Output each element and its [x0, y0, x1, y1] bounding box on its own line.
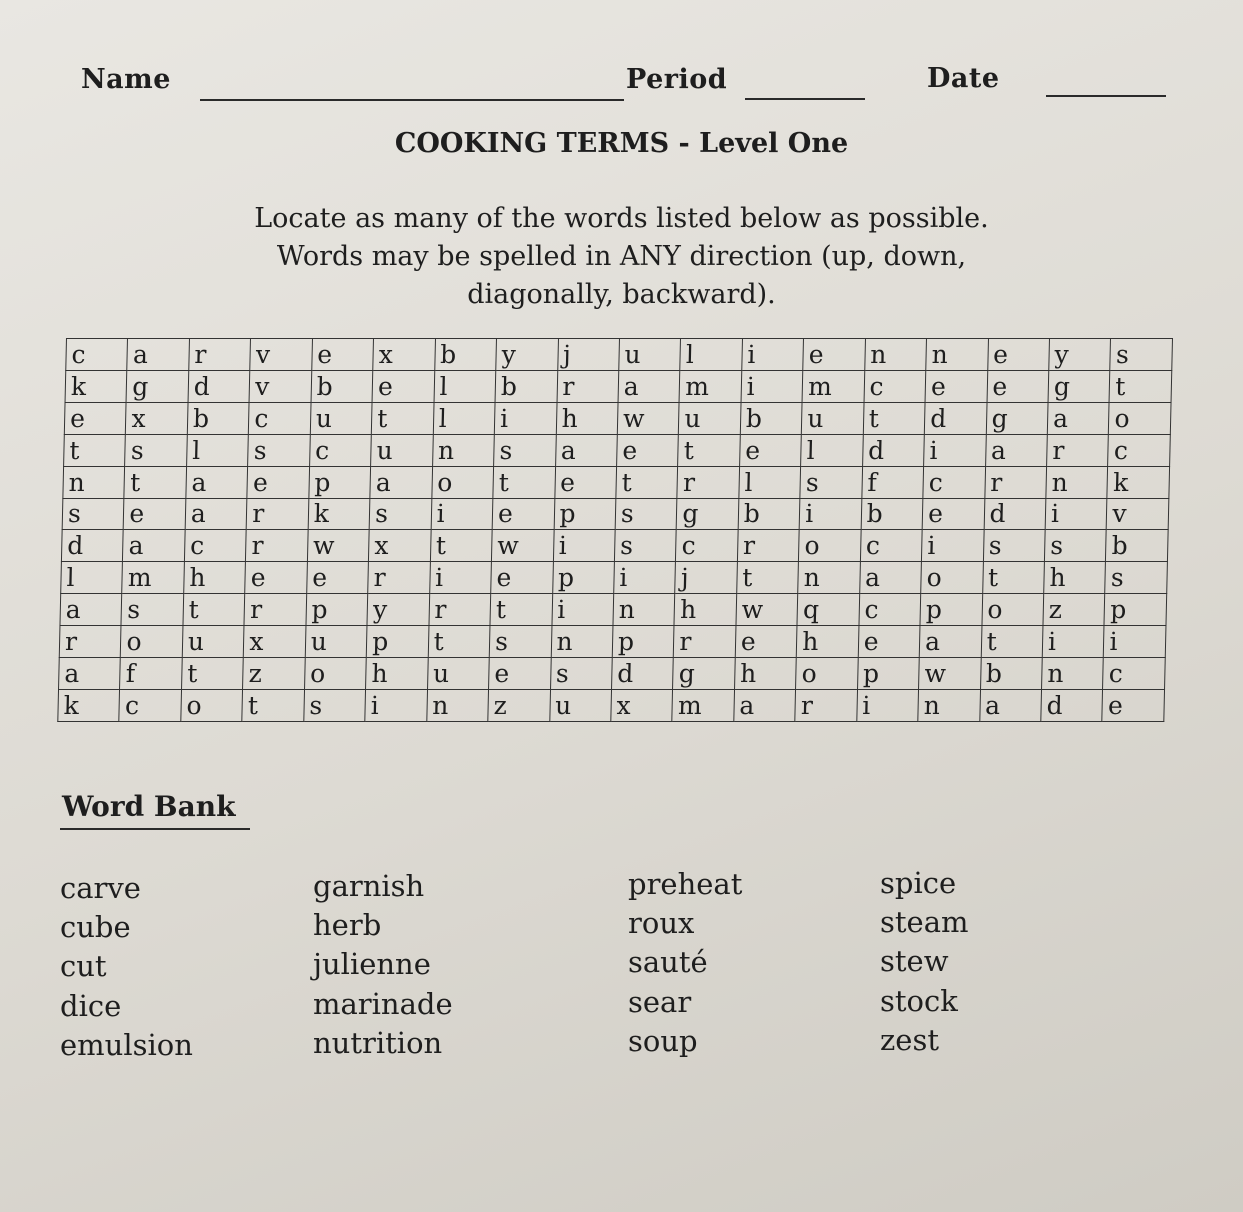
word-bank-item: soup	[628, 1023, 698, 1058]
grid-cell[interactable]: e	[306, 562, 368, 594]
grid-cell[interactable]: i	[924, 434, 986, 466]
grid-cell[interactable]: i	[922, 530, 984, 562]
word-search-grid	[57, 338, 1173, 722]
grid-cell[interactable]: t	[430, 530, 492, 562]
grid-cell[interactable]: b	[311, 370, 373, 402]
grid-cell[interactable]: u	[305, 626, 367, 658]
word-bank-item: emulsion	[60, 1027, 193, 1062]
grid-cell[interactable]: b	[495, 370, 557, 402]
grid-cell[interactable]: t	[183, 594, 245, 626]
grid-cell[interactable]: i	[799, 498, 861, 530]
grid-cell[interactable]: g	[126, 370, 188, 402]
grid-cell[interactable]: i	[741, 370, 803, 402]
grid-cell[interactable]: e	[1102, 689, 1164, 721]
grid-cell[interactable]: p	[306, 594, 368, 626]
grid-cell[interactable]: p	[612, 626, 674, 658]
grid-cell[interactable]: f	[862, 466, 924, 498]
grid-cell[interactable]: i	[1042, 626, 1104, 658]
grid-cell[interactable]: o	[431, 466, 493, 498]
grid-cell[interactable]: t	[863, 402, 925, 434]
grid-cell[interactable]: r	[1047, 434, 1109, 466]
grid-cell[interactable]: h	[1044, 562, 1106, 594]
grid-cell[interactable]: n	[1042, 658, 1104, 690]
grid-cell[interactable]: r	[246, 498, 308, 530]
word-bank-title: Word Bank	[62, 790, 236, 823]
grid-row	[64, 402, 1171, 434]
grid-row	[64, 434, 1171, 466]
word-bank-item: cut	[60, 949, 107, 984]
grid-cell[interactable]: c	[249, 402, 311, 434]
word-bank-underline	[60, 828, 250, 830]
grid-cell[interactable]: i	[365, 689, 427, 721]
grid-cell[interactable]: l	[186, 434, 248, 466]
page-title: COOKING TERMS - Level One	[394, 128, 849, 159]
grid-cell[interactable]: e	[739, 434, 801, 466]
grid-cell[interactable]: h	[796, 626, 858, 658]
grid-cell[interactable]: m	[122, 562, 184, 594]
period-field[interactable]	[745, 98, 865, 100]
word-bank-item: stew	[880, 944, 949, 979]
grid-cell[interactable]: t	[428, 626, 490, 658]
grid-cell[interactable]: r	[59, 626, 121, 658]
grid-cell[interactable]: r	[246, 530, 308, 562]
word-bank-column-4	[880, 864, 969, 1060]
grid-cell[interactable]: o	[799, 530, 861, 562]
grid-cell[interactable]: u	[427, 658, 489, 690]
word-bank-item: herb	[313, 908, 382, 943]
grid-cell[interactable]: m	[802, 370, 864, 402]
grid-cell[interactable]: e	[492, 498, 554, 530]
grid-cell[interactable]: o	[921, 562, 983, 594]
grid-row	[60, 594, 1167, 626]
grid-cell[interactable]: e	[491, 562, 553, 594]
grid-cell[interactable]: a	[734, 689, 796, 721]
grid-cell[interactable]: c	[119, 689, 181, 721]
grid-cell[interactable]: q	[797, 594, 859, 626]
grid-cell[interactable]: s	[62, 498, 124, 530]
grid-cell[interactable]: o	[304, 658, 366, 690]
word-bank-item: preheat	[628, 867, 743, 901]
grid-cell[interactable]: s	[489, 626, 551, 658]
date-field[interactable]	[1046, 95, 1166, 97]
grid-cell[interactable]: t	[616, 466, 678, 498]
grid-cell[interactable]: o	[181, 689, 243, 721]
word-bank-column-1	[60, 869, 193, 1065]
grid-cell[interactable]: x	[126, 402, 188, 434]
grid-cell[interactable]: i	[1045, 498, 1107, 530]
grid-row	[58, 689, 1165, 721]
grid-cell[interactable]: h	[366, 658, 428, 690]
grid-cell[interactable]: b	[434, 339, 496, 371]
grid-cell[interactable]: e	[617, 434, 679, 466]
grid-cell[interactable]: t	[982, 562, 1044, 594]
grid-cell[interactable]: s	[1110, 339, 1172, 371]
grid-cell[interactable]: u	[802, 402, 864, 434]
grid-cell[interactable]: o	[121, 626, 183, 658]
grid-cell[interactable]: m	[679, 370, 741, 402]
word-bank-item: sear	[628, 984, 692, 1019]
grid-cell[interactable]: r	[795, 689, 857, 721]
grid-cell[interactable]: c	[859, 594, 921, 626]
grid-cell[interactable]: x	[373, 339, 435, 371]
grid-cell[interactable]: k	[58, 689, 120, 721]
grid-cell[interactable]: u	[182, 626, 244, 658]
grid-cell[interactable]: r	[244, 594, 306, 626]
word-bank-item: roux	[628, 906, 695, 941]
grid-cell[interactable]: n	[63, 466, 125, 498]
grid-cell[interactable]: p	[554, 498, 616, 530]
grid-cell[interactable]: b	[740, 402, 802, 434]
grid-cell[interactable]: j	[557, 339, 619, 371]
grid-row	[59, 658, 1166, 690]
grid-cell[interactable]: h	[734, 658, 796, 690]
grid-cell[interactable]: e	[124, 498, 186, 530]
grid-cell[interactable]: y	[367, 594, 429, 626]
word-bank-item: zest	[880, 1022, 939, 1057]
grid-cell[interactable]: y	[1049, 339, 1111, 371]
grid-cell[interactable]: c	[184, 530, 246, 562]
grid-cell[interactable]: r	[557, 370, 619, 402]
grid-cell[interactable]: d	[984, 498, 1046, 530]
grid-row	[62, 498, 1169, 530]
word-bank-item: dice	[60, 988, 122, 1023]
grid-cell[interactable]: x	[611, 689, 673, 721]
word-bank-item: sauté	[628, 945, 708, 980]
grid-cell[interactable]: t	[493, 466, 555, 498]
grid-cell[interactable]: w	[736, 594, 798, 626]
grid-cell[interactable]: a	[185, 498, 247, 530]
grid-cell[interactable]: n	[864, 339, 926, 371]
grid-cell[interactable]: z	[243, 658, 305, 690]
grid-cell[interactable]: r	[984, 466, 1046, 498]
grid-cell[interactable]: r	[737, 530, 799, 562]
grid-cell[interactable]: j	[675, 562, 737, 594]
grid-cell[interactable]: u	[619, 339, 681, 371]
grid-cell[interactable]: e	[489, 658, 551, 690]
grid-cell[interactable]: w	[617, 402, 679, 434]
instruction-line: Locate as many of the words listed below as possible.	[254, 203, 989, 234]
grid-cell[interactable]: k	[1107, 466, 1169, 498]
grid-cell[interactable]: g	[986, 402, 1048, 434]
grid-cell[interactable]: c	[66, 339, 128, 371]
grid-cell[interactable]: c	[309, 434, 371, 466]
grid-cell[interactable]: s	[1105, 562, 1167, 594]
grid-cell[interactable]: a	[919, 626, 981, 658]
grid-cell[interactable]: a	[1047, 402, 1109, 434]
grid-cell[interactable]: n	[918, 689, 980, 721]
grid-cell[interactable]: s	[614, 530, 676, 562]
grid-cell[interactable]: o	[982, 594, 1044, 626]
grid-cell[interactable]: t	[124, 466, 186, 498]
grid-cell[interactable]: i	[431, 498, 493, 530]
grid-cell[interactable]: a	[618, 370, 680, 402]
grid-cell[interactable]: r	[429, 594, 491, 626]
grid-cell[interactable]: l	[801, 434, 863, 466]
grid-cell[interactable]: b	[1106, 530, 1168, 562]
grid-cell[interactable]: s	[983, 530, 1045, 562]
grid-cell[interactable]: b	[861, 498, 923, 530]
grid-cell[interactable]: c	[676, 530, 738, 562]
grid-cell[interactable]: l	[680, 339, 742, 371]
date-label: Date	[927, 63, 1000, 94]
grid-cell[interactable]: h	[184, 562, 246, 594]
grid-cell[interactable]: a	[555, 434, 617, 466]
grid-cell[interactable]: l	[61, 562, 123, 594]
grid-cell[interactable]: i	[856, 689, 918, 721]
grid-cell[interactable]: a	[370, 466, 432, 498]
grid-cell[interactable]: d	[924, 402, 986, 434]
grid-cell[interactable]: c	[923, 466, 985, 498]
grid-cell[interactable]: r	[674, 626, 736, 658]
grid-cell[interactable]: d	[188, 370, 250, 402]
grid-cell[interactable]: a	[127, 339, 189, 371]
grid-cell[interactable]: v	[250, 339, 312, 371]
grid-cell[interactable]: e	[245, 562, 307, 594]
grid-cell[interactable]: b	[980, 658, 1042, 690]
grid-cell[interactable]: x	[244, 626, 306, 658]
grid-cell[interactable]: e	[858, 626, 920, 658]
grid-cell[interactable]: c	[864, 370, 926, 402]
word-bank-item: nutrition	[313, 1025, 443, 1060]
grid-cell[interactable]: d	[61, 530, 123, 562]
grid-cell[interactable]: h	[556, 402, 618, 434]
word-bank-item: julienne	[313, 947, 431, 982]
word-bank-item: spice	[880, 866, 957, 900]
word-bank-column-2	[313, 867, 453, 1063]
grid-cell[interactable]: i	[1104, 626, 1166, 658]
grid-cell[interactable]: i	[742, 339, 804, 371]
grid-cell[interactable]: n	[926, 339, 988, 371]
grid-cell[interactable]: e	[922, 498, 984, 530]
grid-cell[interactable]: a	[985, 434, 1047, 466]
grid-cell[interactable]: t	[1109, 370, 1171, 402]
word-bank-item: marinade	[313, 986, 453, 1021]
grid-cell[interactable]: w	[307, 530, 369, 562]
grid-cell[interactable]: t	[490, 594, 552, 626]
grid-cell[interactable]: p	[857, 658, 919, 690]
grid-cell[interactable]: p	[552, 562, 614, 594]
grid-cell[interactable]: p	[920, 594, 982, 626]
grid-cell[interactable]: d	[1041, 689, 1103, 721]
name-field[interactable]	[200, 99, 624, 101]
grid-cell[interactable]: z	[1043, 594, 1105, 626]
grid-cell[interactable]: n	[551, 626, 613, 658]
grid-cell[interactable]: e	[312, 339, 374, 371]
grid-cell[interactable]: e	[735, 626, 797, 658]
grid-cell[interactable]: r	[189, 339, 251, 371]
grid-cell[interactable]: i	[614, 562, 676, 594]
grid-cell[interactable]: b	[187, 402, 249, 434]
grid-cell[interactable]: c	[1103, 658, 1165, 690]
grid-cell[interactable]: n	[613, 594, 675, 626]
grid-cell[interactable]: i	[553, 530, 615, 562]
grid-cell[interactable]: a	[859, 562, 921, 594]
grid-cell[interactable]: g	[1048, 370, 1110, 402]
word-bank-item: carve	[60, 871, 141, 905]
grid-cell[interactable]: c	[1108, 434, 1170, 466]
word-bank-item: stock	[880, 983, 958, 1018]
grid-cell[interactable]: e	[372, 370, 434, 402]
grid-cell[interactable]: s	[125, 434, 187, 466]
period-label: Period	[626, 64, 728, 95]
grid-cell[interactable]: s	[550, 658, 612, 690]
grid-cell[interactable]: a	[59, 658, 121, 690]
grid-cell[interactable]: a	[186, 466, 248, 498]
grid-cell[interactable]: e	[803, 339, 865, 371]
grid-cell[interactable]: l	[739, 466, 801, 498]
grid-cell[interactable]: e	[64, 402, 126, 434]
grid-cell[interactable]: e	[987, 370, 1049, 402]
word-bank-item: cube	[60, 910, 131, 945]
grid-cell[interactable]: a	[979, 689, 1041, 721]
grid-cell[interactable]: e	[987, 339, 1049, 371]
grid-cell[interactable]: z	[488, 689, 550, 721]
instruction-line: diagonally, backward).	[467, 279, 776, 310]
grid-row	[65, 370, 1172, 402]
grid-cell[interactable]: n	[1046, 466, 1108, 498]
grid-cell[interactable]: e	[554, 466, 616, 498]
grid-cell[interactable]: p	[366, 626, 428, 658]
grid-cell[interactable]: u	[310, 402, 372, 434]
grid-cell[interactable]: e	[925, 370, 987, 402]
grid-cell[interactable]: v	[1107, 498, 1169, 530]
grid-cell[interactable]: d	[611, 658, 673, 690]
grid-cell[interactable]: i	[494, 402, 556, 434]
grid-cell[interactable]: p	[1104, 594, 1166, 626]
grid-cell[interactable]: n	[798, 562, 860, 594]
grid-cell[interactable]: u	[371, 434, 433, 466]
grid-cell[interactable]: w	[491, 530, 553, 562]
grid-cell[interactable]: t	[64, 434, 126, 466]
grid-cell[interactable]: s	[121, 594, 183, 626]
grid-cell[interactable]: n	[426, 689, 488, 721]
grid-cell[interactable]: s	[1044, 530, 1106, 562]
grid-cell[interactable]: v	[249, 370, 311, 402]
grid-cell[interactable]: p	[309, 466, 371, 498]
grid-cell[interactable]: s	[800, 466, 862, 498]
grid-row	[66, 339, 1173, 371]
grid-cell[interactable]: i	[429, 562, 491, 594]
grid-cell[interactable]: y	[496, 339, 558, 371]
grid-cell[interactable]: t	[981, 626, 1043, 658]
grid-cell[interactable]: d	[862, 434, 924, 466]
word-bank-item: steam	[880, 905, 969, 940]
grid-cell[interactable]: s	[304, 689, 366, 721]
grid-cell[interactable]: g	[677, 498, 739, 530]
grid-body	[58, 339, 1173, 722]
grid-cell[interactable]: s	[369, 498, 431, 530]
grid-cell[interactable]: l	[433, 402, 495, 434]
instruction-line: Words may be spelled in ANY direction (up, down,	[276, 241, 967, 272]
grid-cell[interactable]: u	[549, 689, 611, 721]
grid-cell[interactable]: t	[678, 434, 740, 466]
grid-cell[interactable]: s	[615, 498, 677, 530]
grid-cell[interactable]: o	[1109, 402, 1171, 434]
grid-cell[interactable]: c	[860, 530, 922, 562]
grid-cell[interactable]: t	[737, 562, 799, 594]
grid-row	[59, 626, 1166, 658]
name-label: Name	[81, 64, 171, 95]
grid-row	[63, 466, 1170, 498]
grid-cell[interactable]: t	[372, 402, 434, 434]
grid-cell[interactable]: i	[551, 594, 613, 626]
grid-row	[61, 530, 1168, 562]
grid-cell[interactable]: r	[677, 466, 739, 498]
grid-cell[interactable]: s	[494, 434, 556, 466]
grid-cell[interactable]: b	[738, 498, 800, 530]
word-bank-item: garnish	[313, 869, 425, 903]
grid-cell[interactable]: a	[123, 530, 185, 562]
grid-cell[interactable]: k	[308, 498, 370, 530]
grid-cell[interactable]: a	[60, 594, 122, 626]
grid-cell[interactable]: f	[120, 658, 182, 690]
grid-cell[interactable]: k	[65, 370, 127, 402]
grid-cell[interactable]: w	[919, 658, 981, 690]
grid-cell[interactable]: u	[679, 402, 741, 434]
grid-row	[61, 562, 1168, 594]
word-bank-column-3	[628, 865, 742, 1061]
grid-cell[interactable]: t	[242, 689, 304, 721]
grid-cell[interactable]: o	[796, 658, 858, 690]
grid-cell[interactable]: m	[672, 689, 734, 721]
grid-cell[interactable]: g	[673, 658, 735, 690]
grid-cell[interactable]: r	[368, 562, 430, 594]
grid-cell[interactable]: x	[369, 530, 431, 562]
grid-cell[interactable]: n	[432, 434, 494, 466]
grid-cell[interactable]: l	[434, 370, 496, 402]
grid-cell[interactable]: e	[247, 466, 309, 498]
grid-cell[interactable]: t	[181, 658, 243, 690]
grid-cell[interactable]: s	[248, 434, 310, 466]
grid-cell[interactable]: h	[674, 594, 736, 626]
instructions	[200, 200, 1043, 314]
